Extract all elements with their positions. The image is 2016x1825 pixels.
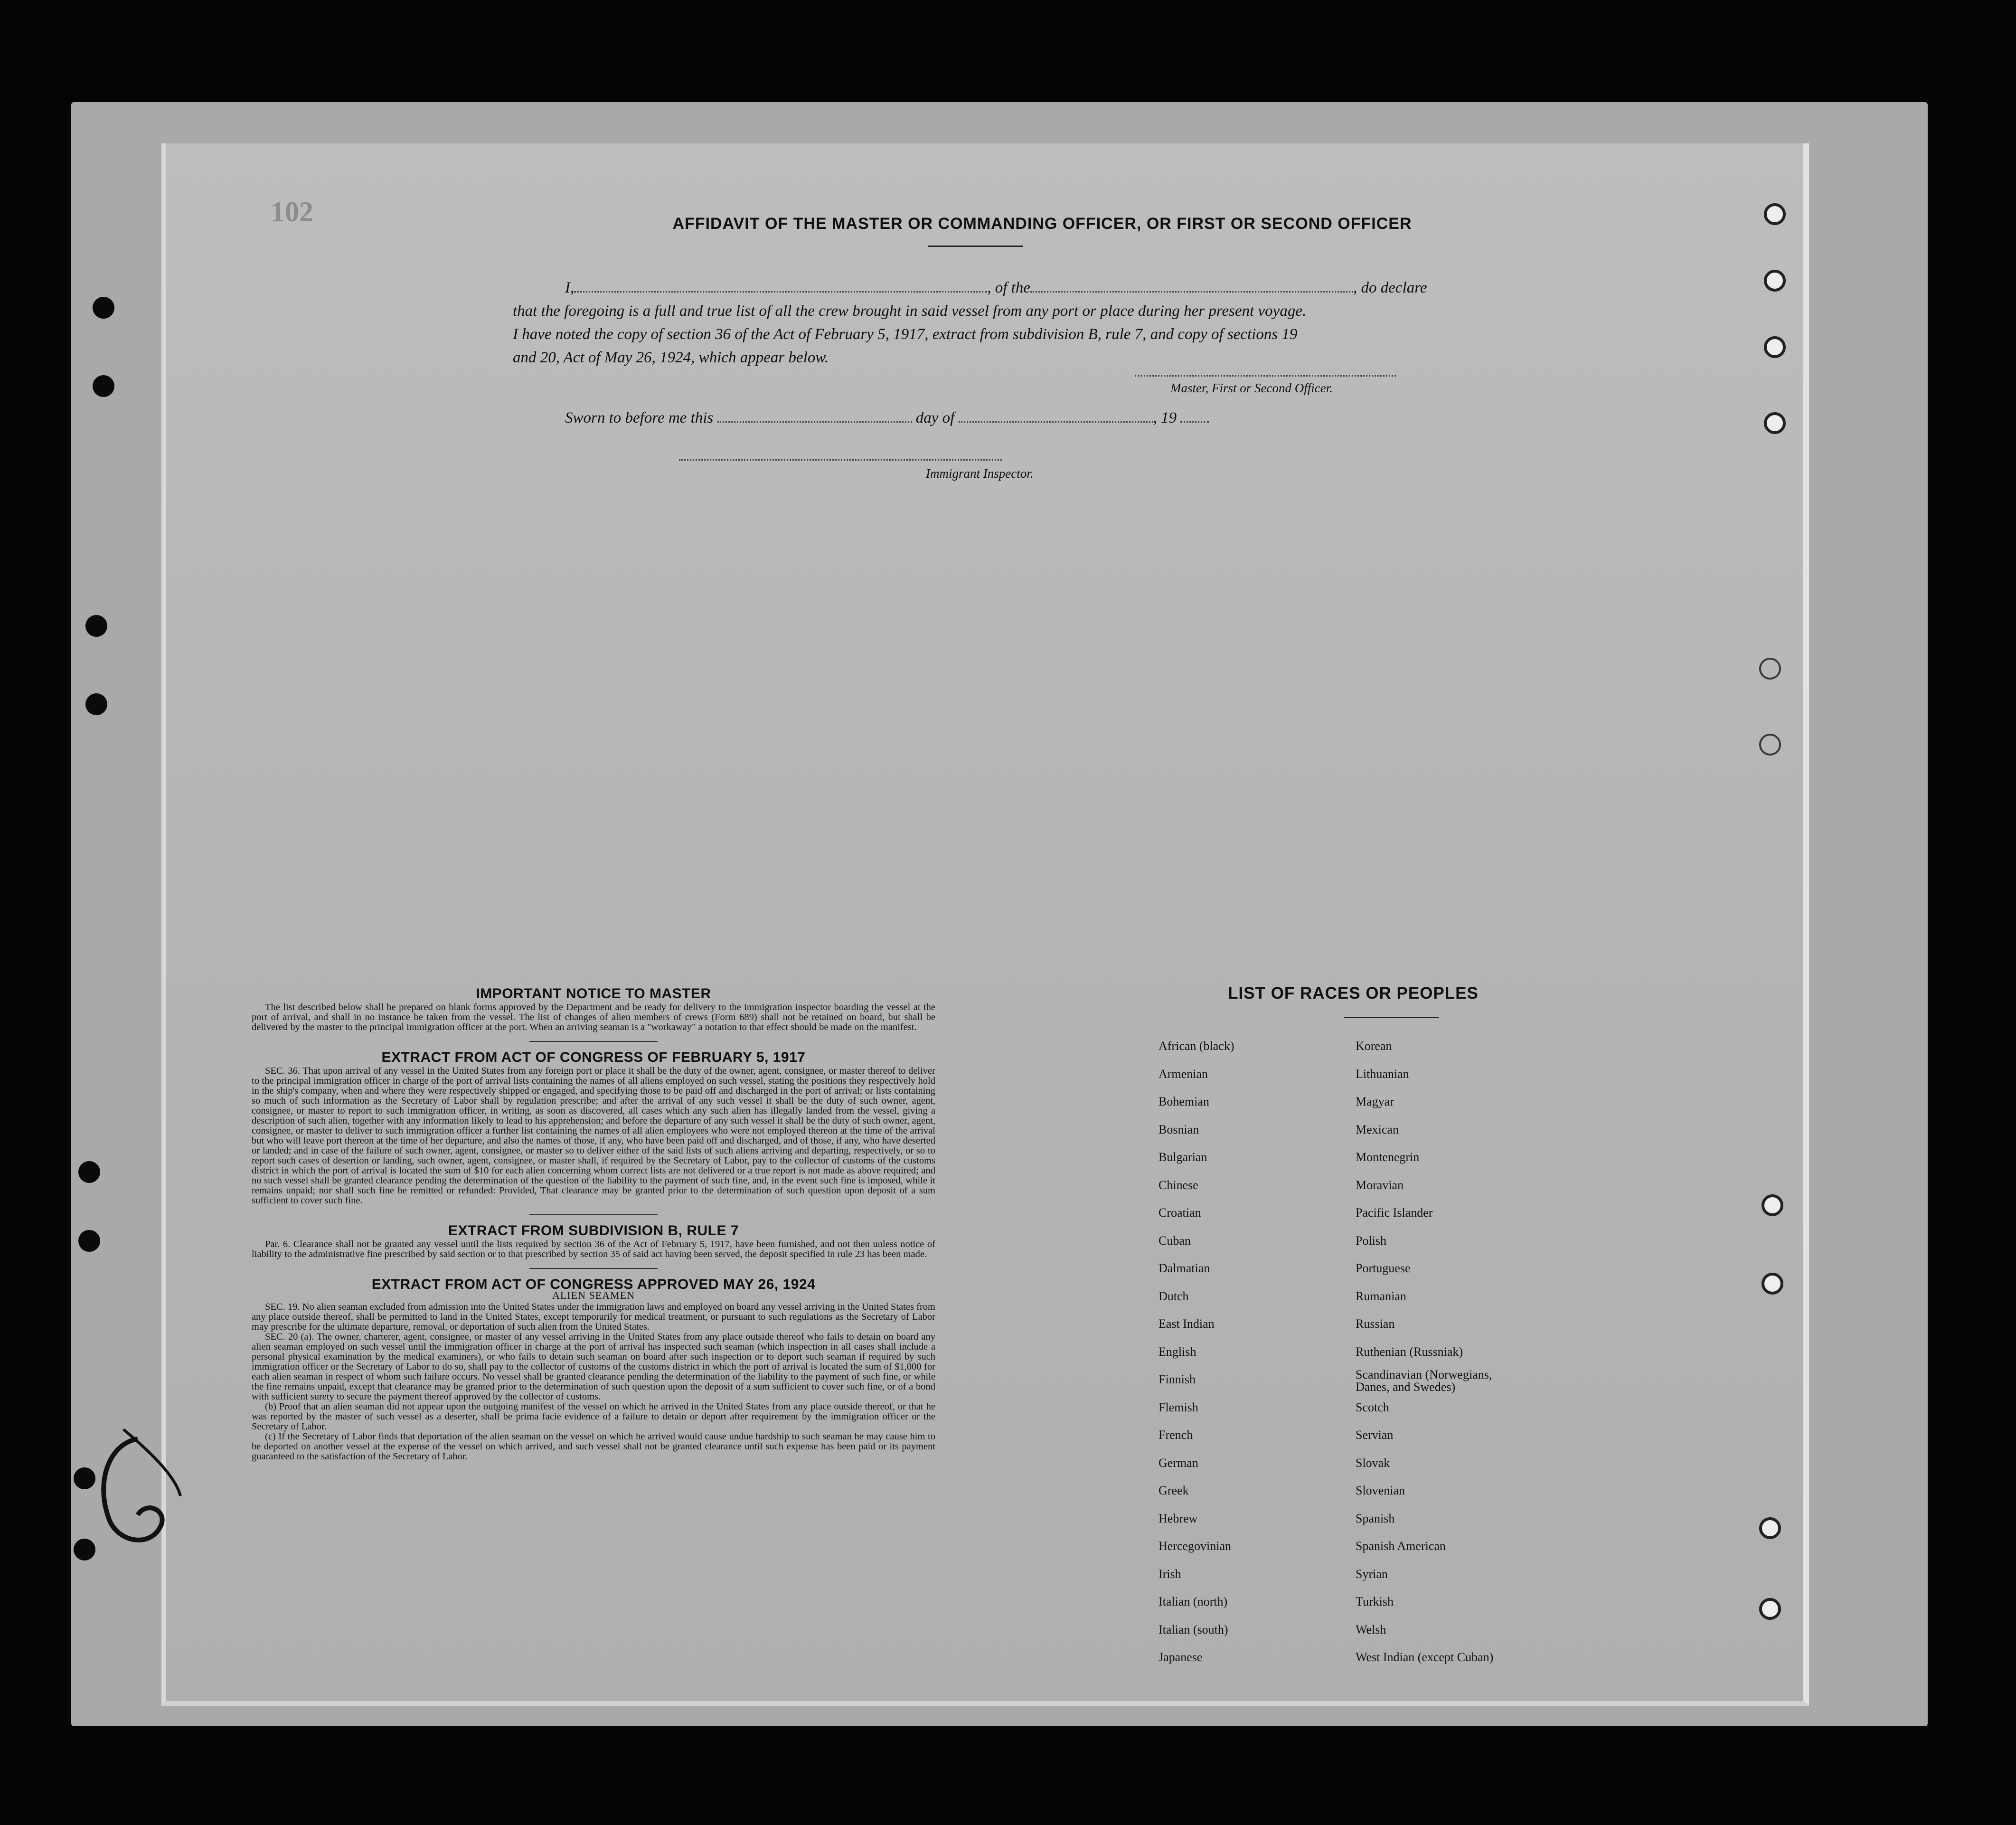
binder-hole-left-1 — [93, 297, 114, 319]
race-item: Korean — [1356, 1039, 1392, 1053]
races-left-column — [1159, 1032, 1234, 1672]
binder-hole-right-3 — [1764, 336, 1786, 358]
race-item: Spanish — [1356, 1511, 1395, 1525]
name-blank[interactable] — [574, 291, 987, 293]
race-item: Welsh — [1356, 1622, 1386, 1636]
race-item: Dutch — [1159, 1289, 1189, 1303]
declaration-do-declare: , do declare — [1353, 279, 1427, 296]
sworn-year-prefix: , 19 — [1153, 409, 1177, 426]
sworn-year-blank[interactable] — [1180, 421, 1209, 423]
races-title-rule — [1344, 1017, 1439, 1018]
race-item: East Indian — [1159, 1317, 1215, 1331]
ink-scrawl-mark — [81, 1425, 185, 1558]
sworn-line — [565, 409, 1420, 427]
binder-hole-left-2 — [93, 375, 114, 397]
binder-hole-right-4 — [1764, 412, 1786, 434]
race-item: Irish — [1159, 1567, 1181, 1581]
race-item: Magyar — [1356, 1095, 1394, 1108]
vessel-blank[interactable] — [1030, 291, 1353, 293]
subdivision-b-title: EXTRACT FROM SUBDIVISION B, RULE 7 — [448, 1223, 739, 1239]
separator — [529, 1041, 658, 1042]
binder-hole-right-8 — [1762, 1273, 1783, 1295]
race-item: Cuban — [1159, 1233, 1191, 1248]
sworn-day-of: day of — [915, 409, 955, 426]
binder-hole-right-1 — [1764, 203, 1786, 225]
race-item: Slovak — [1356, 1456, 1390, 1470]
race-item: Croatian — [1159, 1206, 1201, 1220]
binder-hole-right-9 — [1759, 1517, 1781, 1539]
binder-ring-right-5 — [1759, 658, 1781, 680]
race-item: Ruthenian (Russniak) — [1356, 1344, 1463, 1359]
binder-hole-right-10 — [1759, 1598, 1781, 1620]
sec-20b-text: (b) Proof that an alien seaman did not appear upon the outgoing manifest of the vessel on which he arrived in the United States from any place outside thereof, or that he was reported by the master of such vessel as a deserter, shall be prima facie evidence of a failure to detain or deport after requirement by the immigration officer or the Secretary of Labor. — [252, 1401, 935, 1432]
declaration-text — [513, 276, 1605, 369]
notices-column — [252, 986, 935, 1462]
race-item: Scotch — [1356, 1400, 1389, 1414]
races-title: LIST OF RACES OR PEOPLES — [1228, 984, 1479, 1002]
sworn-day-blank[interactable] — [717, 421, 912, 423]
race-item: English — [1159, 1344, 1196, 1359]
race-item: Dalmatian — [1159, 1261, 1210, 1275]
race-item: Portuguese — [1356, 1261, 1411, 1275]
race-item: Servian — [1356, 1428, 1394, 1442]
separator — [529, 1268, 658, 1269]
binder-hole-left-5 — [78, 1161, 100, 1183]
race-item: Japanese — [1159, 1650, 1203, 1664]
sworn-label: Sworn to before me this — [565, 409, 714, 426]
alien-seamen-subtitle: ALIEN SEAMEN — [552, 1289, 635, 1301]
race-item: Greek — [1159, 1484, 1189, 1497]
race-item: African (black) — [1159, 1039, 1234, 1053]
race-item: Finnish — [1159, 1372, 1196, 1386]
inspector-signature-caption: Immigrant Inspector. — [926, 466, 1034, 481]
notice-title: IMPORTANT NOTICE TO MASTER — [476, 986, 711, 1002]
master-signature-caption: Master, First or Second Officer. — [1170, 381, 1333, 395]
race-item: Hercegovinian — [1159, 1539, 1232, 1553]
race-item: Slovenian — [1356, 1484, 1405, 1497]
race-item: Lithuanian — [1356, 1067, 1409, 1081]
race-item: Scandinavian (Norwegians, Danes, and Swedes) — [1356, 1368, 1492, 1394]
race-item: Rumanian — [1356, 1289, 1406, 1303]
declaration-i: I, — [565, 279, 575, 296]
sec-20a-text: SEC. 20 (a). The owner, charterer, agent, consignee, or master of any vessel arriving in the United States from any place outside thereof who fails to detain on board any alien seaman employed on such vessel until the immigration officer in charge at the port of arrival has inspected such seaman (which inspection in all cases shall include a personal physical examination by the medical examiners), or who fails to detain such seaman on board after such inspection or to deport such seaman if required by such immigration officer or the Secretary of Labor to do so, shall pay to the collector of customs of the customs district in which the port of arrival is located the sum of $1,000 for each alien seaman in respect of whom such failure occurs. No vessel shall be granted clearance pending the determination of the liability to the payment of such fine, or while the fine remains unpaid, except that clearance may be granted prior to the determination of such question upon the deposit of a sum sufficient to cover such fine, or of a bond with sufficient surety to secure the payment thereof approved by the collector of customs. — [252, 1332, 935, 1402]
inspector-signature-line[interactable] — [679, 459, 1002, 461]
subdivision-b-text: Par. 6. Clearance shall not be granted any vessel until the lists required by section 36 of the Act of February 5, 1917, have been furnished, and not then unless notice of liability to the administrative fine prescribed by said section or to that prescribed by section 35 of said act having been served, the deposit specified in rule 23 has been made. — [252, 1239, 935, 1259]
races-right-column — [1356, 1032, 1526, 1672]
title-rule — [928, 246, 1023, 247]
form-sheet — [161, 143, 1809, 1706]
binder-hole-right-7 — [1762, 1194, 1783, 1216]
page-number: 102 — [271, 196, 313, 227]
binder-hole-left-3 — [85, 615, 107, 637]
declaration-line-4: and 20, Act of May 26, 1924, which appear below. — [513, 349, 829, 366]
race-item: Mexican — [1356, 1122, 1399, 1136]
binder-hole-left-4 — [85, 693, 107, 715]
race-item: West Indian (except Cuban) — [1356, 1650, 1494, 1664]
race-item: Spanish American — [1356, 1539, 1446, 1553]
declaration-line-3: I have noted the copy of section 36 of the Act of February 5, 1917, extract from subdivision B, rule 7, and copy of sections 19 — [513, 326, 1298, 343]
race-item: Italian (north) — [1159, 1595, 1228, 1608]
race-item: Moravian — [1356, 1178, 1404, 1192]
declaration-line-2: that the foregoing is a full and true list of all the crew brought in said vessel from any port or place during her present voyage. — [513, 303, 1307, 320]
race-item: Italian (south) — [1159, 1622, 1228, 1636]
sec-19-text: SEC. 19. No alien seaman excluded from admission into the United States under the immigration laws and employed on board any vessel arriving in the United States from any place outside thereof, shall be permitted to land in the United States, except temporarily for medical treatment, or pursuant to such regulations as the Secretary of Labor may prescribe for the ultimate departure, removal, or deportation of such alien from the United States. — [252, 1302, 935, 1332]
declaration-of-the: , of the — [987, 279, 1030, 296]
race-item: Syrian — [1356, 1567, 1388, 1581]
race-item: Montenegrin — [1356, 1150, 1420, 1164]
race-item: Hebrew — [1159, 1511, 1198, 1525]
race-item: Bohemian — [1159, 1095, 1209, 1108]
notice-text: The list described below shall be prepared on blank forms approved by the Department and be ready for delivery to the immigration inspector boarding the vessel at the port of arrival, and shall in no instance be taken from the vessel. The list of changes of alien members of crews (Form 689) shall not be retained on board, but shall be delivered by the master to the principal immigration officer at the port. When an arriving seaman is a "workaway" a notation to that effect should be made on the manifest. — [252, 1002, 935, 1032]
race-item: Pacific Islander — [1356, 1206, 1433, 1220]
extract-1917-title: EXTRACT FROM ACT OF CONGRESS OF FEBRUARY 5, 1917 — [381, 1050, 806, 1065]
extract-1924-title: EXTRACT FROM ACT OF CONGRESS APPROVED MAY 26, 1924 — [371, 1277, 816, 1292]
sec-20c-text: (c) If the Secretary of Labor finds that deportation of the alien seaman on the vessel on which he arrived would cause undue hardship to such seaman he may cause him to be deported on another vessel at the expense of the vessel on which arrived, and such vessel shall not be granted clearance until such expense has been paid or its payment guaranteed to the satisfaction of the Secretary of Labor. — [252, 1431, 935, 1462]
sworn-month-blank[interactable] — [959, 421, 1153, 423]
race-item: Bosnian — [1159, 1122, 1199, 1136]
race-item: Chinese — [1159, 1178, 1198, 1192]
race-item: Russian — [1356, 1317, 1395, 1331]
binder-ring-right-6 — [1759, 734, 1781, 756]
race-item: Polish — [1356, 1233, 1387, 1248]
race-item: German — [1159, 1456, 1198, 1470]
race-item: Armenian — [1159, 1067, 1208, 1081]
race-item: Turkish — [1356, 1595, 1394, 1608]
binder-hole-left-6 — [78, 1230, 100, 1252]
binder-hole-right-2 — [1764, 270, 1786, 292]
separator — [529, 1214, 658, 1215]
race-item: Flemish — [1159, 1400, 1198, 1414]
master-signature-line[interactable] — [1135, 375, 1396, 377]
race-item: French — [1159, 1428, 1193, 1442]
extract-1917-text: SEC. 36. That upon arrival of any vessel in the United States from any foreign port or place it shall be the duty of the owner, agent, consignee, or master thereof to deliver to the principal immigration officer in charge of the port of arrival lists containing the names of all aliens employed on such vessel, stating the positions they respectively hold in the ship's company, when and where they were respectively shipped or engaged, and specifying those to be paid off and discharged in the port of arrival; or lists containing so much of such information as the Secretary of Labor shall by regulation prescribe; and after the arrival of any such vessel it shall be the duty of such owner, agent, consignee, or master to report to such immigration officer, in writing, as soon as discovered, all cases which any such alien has illegally landed from the vessel, giving a description of such alien, together with any information likely to lead to his apprehension; and before the departure of any such vessel it shall be the duty of such owner, agent, consignee, or master to deliver to such immigration officer a further list containing the names of all alien employees who were not employed thereon at the time of the arrival but who will leave port thereon at the time of her departure, and also the names of those, if any, who have been paid off and discharged, and of those, if any, who have deserted or landed; and in case of the failure of such owner, agent, consignee, or master so to deliver either of the said lists of such aliens arriving and departing, respectively, or so to report such cases of desertion or landing, such owner, agent, consignee, or master shall, if required by the Secretary of Labor, pay to the collector of customs of the customs district in which the port of arrival is located the sum of $10 for each alien concerning whom correct lists are not delivered or a true report is not made as above required; and no such vessel shall be granted clearance pending the determination of the question of the liability to the payment of such fine, and, in the event such fine is imposed, while it remains unpaid; nor shall such fine be remitted or refunded: Provided, That clearance may be granted prior to the determination of such question upon deposit of a sum sufficient to cover such fine. — [252, 1066, 935, 1206]
race-item: Bulgarian — [1159, 1150, 1207, 1164]
affidavit-title: AFFIDAVIT OF THE MASTER OR COMMANDING OFFICER, OR FIRST OR SECOND OFFICER — [672, 215, 1412, 233]
